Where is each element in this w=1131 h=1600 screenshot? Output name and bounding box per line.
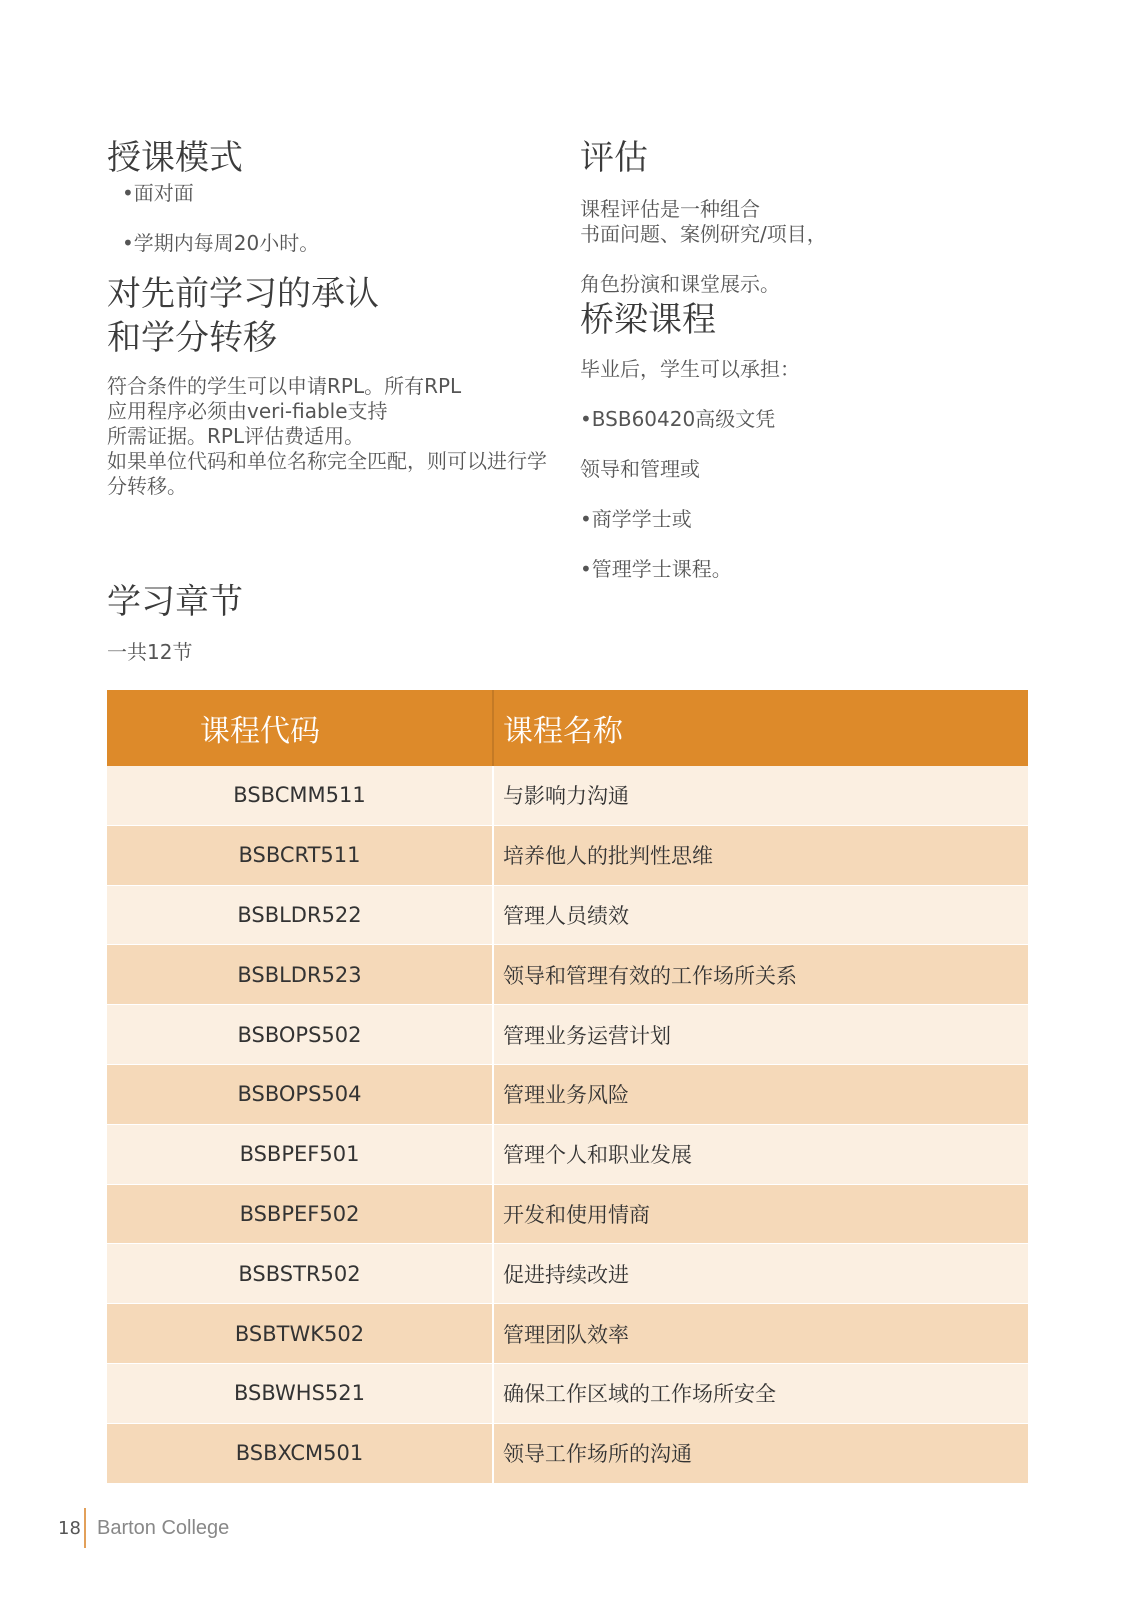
- unit-code: BSBTWK502: [107, 1304, 493, 1364]
- unit-code: BSBSTR502: [107, 1244, 493, 1304]
- rpl-body-line: 应用程序必须由veri-fiable支持: [107, 399, 388, 423]
- course-table: [107, 690, 1028, 1484]
- unit-name: 管理个人和职业发展: [493, 1124, 1028, 1184]
- table-row: [107, 1005, 1028, 1065]
- assessment-line: 书面问题、案例研究/项目，: [580, 222, 827, 246]
- rpl-title-line: 对先前学习的承认: [107, 274, 379, 314]
- page-number: 18: [58, 1518, 81, 1539]
- footer-divider: [84, 1508, 86, 1548]
- unit-name: 培养他人的批判性思维: [493, 825, 1028, 885]
- unit-code: BSBLDR523: [107, 945, 493, 1005]
- pathway-item: •BSB60420高级文凭: [580, 407, 776, 431]
- unit-name: 促进持续改进: [493, 1244, 1028, 1304]
- delivery-item: •面对面: [122, 181, 194, 205]
- rpl-body-line: 所需证据。RPL评估费适用。: [107, 424, 365, 448]
- rpl-title: [107, 272, 379, 360]
- unit-code: BSBCMM511: [107, 766, 493, 825]
- pathway-item: •商学学士或: [580, 507, 692, 531]
- unit-name: 开发和使用情商: [493, 1184, 1028, 1244]
- table-row: [107, 1244, 1028, 1304]
- pathway-item: 领导和管理或: [580, 457, 700, 481]
- unit-code: BSBPEF502: [107, 1184, 493, 1244]
- pathway-intro: 毕业后，学生可以承担：: [580, 357, 800, 381]
- unit-name: 管理业务风险: [493, 1064, 1028, 1124]
- unit-name: 领导和管理有效的工作场所关系: [493, 945, 1028, 1005]
- unit-code: BSBOPS504: [107, 1064, 493, 1124]
- table-row: [107, 766, 1028, 825]
- table-row: [107, 825, 1028, 885]
- rpl-body-line: 分转移。: [107, 474, 187, 498]
- rpl-body-line: 如果单位代码和单位名称完全匹配，则可以进行学: [107, 449, 547, 473]
- units-title: 学习章节: [107, 582, 243, 622]
- unit-code: BSBPEF501: [107, 1124, 493, 1184]
- footer-brand: Barton College: [97, 1517, 230, 1539]
- delivery-title: 授课模式: [107, 138, 243, 178]
- table-row: [107, 1363, 1028, 1423]
- table-row: [107, 1304, 1028, 1364]
- unit-code: BSBWHS521: [107, 1363, 493, 1423]
- table-header-row: [107, 690, 1028, 766]
- assessment-line: 课程评估是一种组合: [580, 197, 760, 221]
- assessment-line: 角色扮演和课堂展示。: [580, 272, 780, 296]
- unit-code: BSBXCM501: [107, 1423, 493, 1483]
- unit-name: 确保工作区域的工作场所安全: [493, 1363, 1028, 1423]
- table-row: [107, 1064, 1028, 1124]
- unit-name: 与影响力沟通: [493, 766, 1028, 825]
- unit-code: BSBLDR522: [107, 885, 493, 945]
- column-header-name: 课程名称: [493, 690, 1028, 766]
- rpl-title-line: 和学分转移: [107, 318, 277, 358]
- delivery-item: •学期内每周20小时。: [122, 231, 320, 255]
- assessment-title: 评估: [580, 138, 648, 178]
- unit-name: 管理团队效率: [493, 1304, 1028, 1364]
- table-row: [107, 1423, 1028, 1483]
- column-header-code: 课程代码: [107, 690, 493, 766]
- rpl-body: [107, 374, 547, 499]
- units-count: 一共12节: [107, 640, 193, 664]
- unit-code: BSBOPS502: [107, 1005, 493, 1065]
- table-row: [107, 1124, 1028, 1184]
- table-row: [107, 885, 1028, 945]
- pathway-item: •管理学士课程。: [580, 557, 732, 581]
- rpl-body-line: 符合条件的学生可以申请RPL。所有RPL: [107, 374, 462, 398]
- unit-name: 领导工作场所的沟通: [493, 1423, 1028, 1483]
- table-row: [107, 945, 1028, 1005]
- table-row: [107, 1184, 1028, 1244]
- unit-name: 管理业务运营计划: [493, 1005, 1028, 1065]
- unit-name: 管理人员绩效: [493, 885, 1028, 945]
- unit-code: BSBCRT511: [107, 825, 493, 885]
- pathway-title: 桥梁课程: [580, 300, 716, 340]
